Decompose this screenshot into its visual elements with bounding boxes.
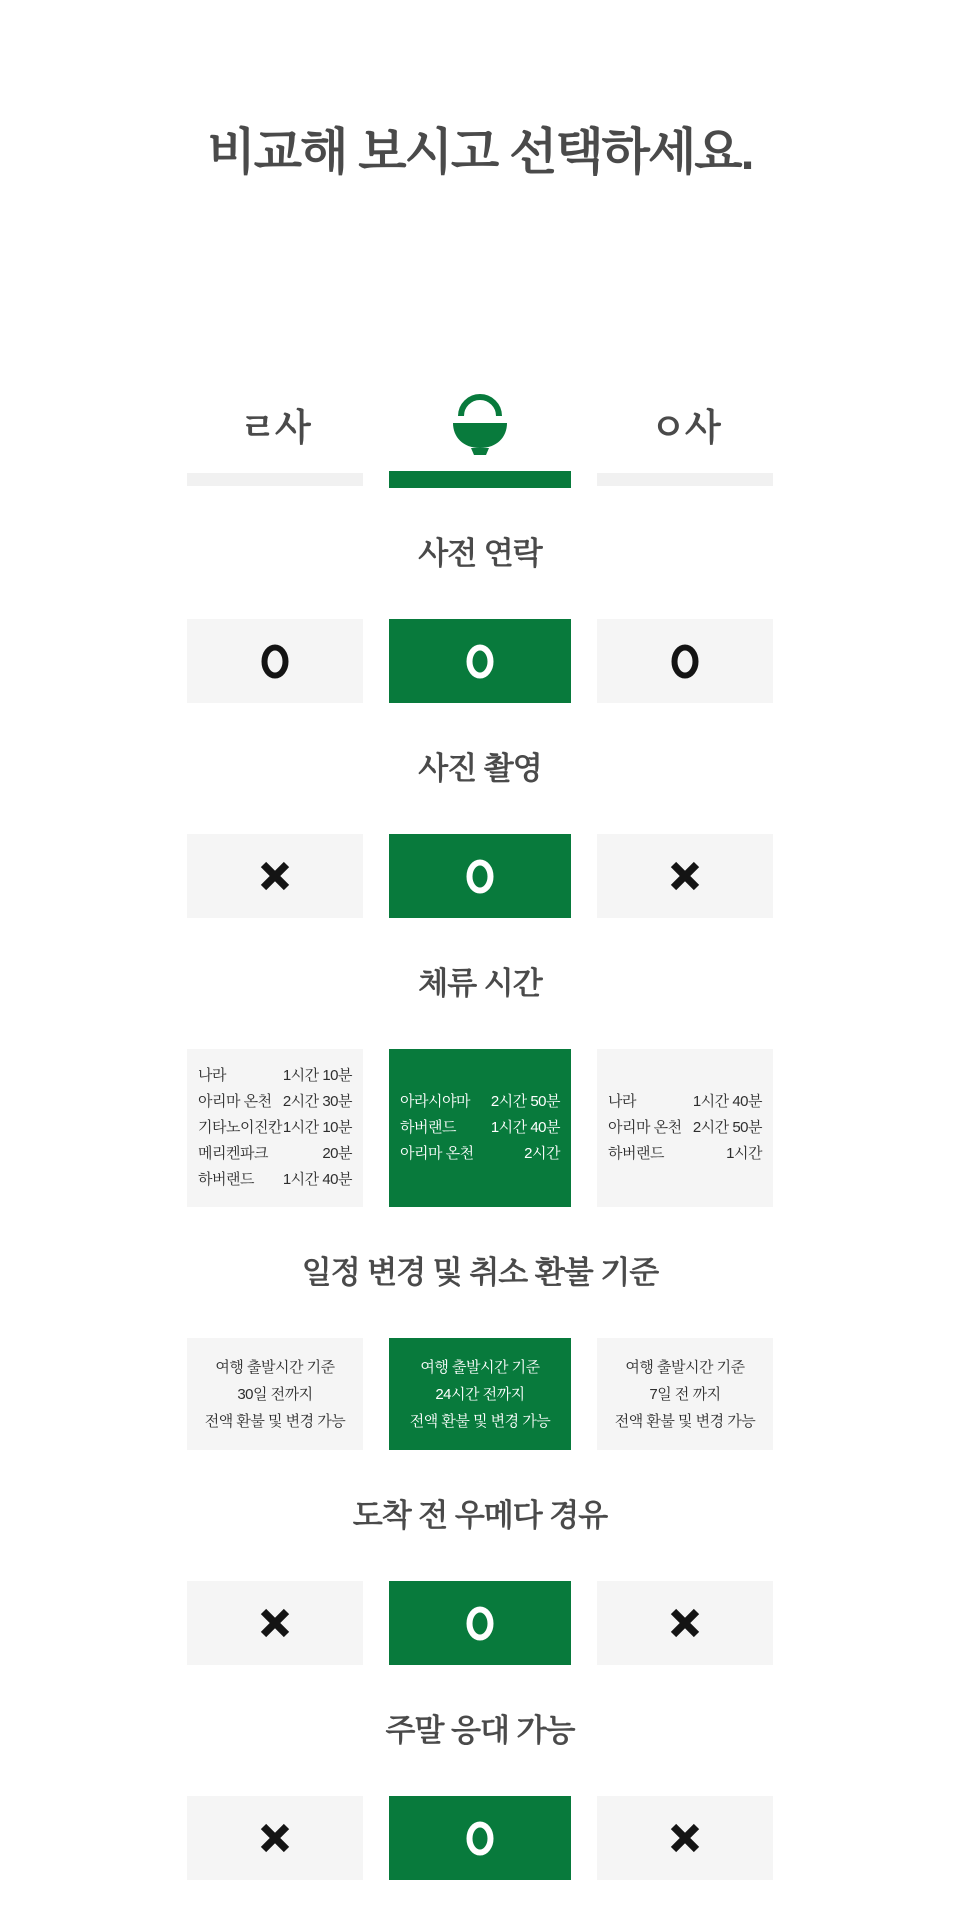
comparison-cell-competitor-l	[187, 1796, 363, 1880]
column-headers	[0, 381, 960, 467]
x-mark-icon	[669, 1822, 701, 1854]
policy-line: 여행 출발시간 기준	[420, 1358, 540, 1376]
stay-time-row	[400, 1115, 560, 1141]
comparison-cell-competitor-l	[187, 1049, 363, 1207]
section-cells-row	[0, 1581, 960, 1665]
column-header-competitor-o	[597, 381, 773, 467]
place-name: 기타노이진칸	[198, 1119, 282, 1136]
x-mark-icon	[259, 860, 291, 892]
x-mark-icon	[669, 860, 701, 892]
section-cells-row	[0, 619, 960, 703]
stay-duration: 2시간 30분	[282, 1093, 352, 1110]
policy-line: 전액 환불 및 변경 가능	[204, 1412, 346, 1430]
policy-line: 여행 출발시간 기준	[215, 1358, 335, 1376]
stay-time-row	[198, 1167, 352, 1193]
section-heading: 사진 촬영	[418, 751, 542, 786]
policy-line: 전액 환불 및 변경 가능	[614, 1412, 756, 1430]
place-name: 아리마 온천	[198, 1093, 272, 1110]
comparison-cell-competitor-l	[187, 619, 363, 703]
stay-time-row	[400, 1141, 560, 1167]
column-header-competitor-l	[187, 381, 363, 467]
section-cells-row	[0, 1796, 960, 1880]
policy-line: 여행 출발시간 기준	[625, 1358, 745, 1376]
comparison-cell-competitor-o	[597, 1796, 773, 1880]
section-refund-policy	[0, 1251, 960, 1450]
comparison-table	[0, 381, 960, 1880]
place-name: 아리마 온천	[400, 1145, 474, 1162]
section-cells-row	[0, 1049, 960, 1207]
section-photo-shoot	[0, 747, 960, 918]
section-heading: 주말 응대 가능	[385, 1713, 575, 1748]
stay-duration: 2시간 50분	[490, 1093, 560, 1110]
stay-duration: 1시간 10분	[282, 1119, 352, 1136]
comparison-cell-brand	[389, 1338, 571, 1450]
section-heading: 사전 연락	[418, 536, 542, 571]
brand-underline-bar	[389, 471, 571, 488]
place-name: 아라시야마	[400, 1093, 470, 1110]
column-underline-bar	[187, 473, 363, 486]
x-mark-icon	[259, 1822, 291, 1854]
stay-duration: 20분	[322, 1145, 352, 1162]
stay-duration: 2시간 50분	[692, 1119, 762, 1136]
place-name: 나라	[198, 1067, 226, 1084]
place-name: 하버랜드	[198, 1171, 254, 1188]
policy-line: 7일 전 까지	[649, 1385, 721, 1403]
section-umeda-stop	[0, 1494, 960, 1665]
stay-time-row	[198, 1115, 352, 1141]
comparison-cell-brand	[389, 1049, 571, 1207]
stay-time-row	[198, 1089, 352, 1115]
stay-duration: 1시간 40분	[490, 1119, 560, 1136]
x-mark-icon	[259, 1607, 291, 1639]
circle-mark-icon	[466, 1606, 494, 1641]
stay-time-row	[608, 1089, 762, 1115]
comparison-cell-competitor-l	[187, 1581, 363, 1665]
stay-duration: 1시간 10분	[282, 1067, 352, 1084]
comparison-cell-brand	[389, 1581, 571, 1665]
column-underline-bar	[597, 473, 773, 486]
place-name: 하버랜드	[608, 1145, 664, 1162]
comparison-cell-competitor-o	[597, 1049, 773, 1207]
comparison-cell-competitor-o	[597, 1338, 773, 1450]
column-header-brand	[389, 381, 571, 467]
policy-line: 30일 전까지	[237, 1385, 313, 1403]
stay-time-row	[608, 1141, 762, 1167]
column-underlines	[0, 471, 960, 488]
stay-time-row	[198, 1063, 352, 1089]
comparison-cell-competitor-o	[597, 1581, 773, 1665]
stay-duration: 1시간 40분	[282, 1171, 352, 1188]
comparison-cell-brand	[389, 834, 571, 918]
section-cells-row	[0, 1338, 960, 1450]
stay-duration: 1시간 40분	[692, 1093, 762, 1110]
place-name: 나라	[608, 1093, 636, 1110]
company-label: ㅇ사	[650, 407, 720, 448]
circle-mark-icon	[466, 1821, 494, 1856]
circle-mark-icon	[466, 644, 494, 679]
stay-duration: 1시간	[726, 1145, 762, 1162]
comparison-cell-competitor-l	[187, 834, 363, 918]
section-advance-contact	[0, 532, 960, 703]
comparison-cell-competitor-o	[597, 834, 773, 918]
circle-mark-icon	[671, 644, 699, 679]
section-cells-row	[0, 834, 960, 918]
stay-time-row	[608, 1115, 762, 1141]
place-name: 아리마 온천	[608, 1119, 682, 1136]
rice-bowl-logo-icon	[448, 386, 512, 462]
section-heading: 체류 시간	[418, 966, 542, 1001]
place-name: 하버랜드	[400, 1119, 456, 1136]
comparison-cell-competitor-o	[597, 619, 773, 703]
comparison-cell-brand	[389, 1796, 571, 1880]
policy-line: 24시간 전까지	[435, 1385, 525, 1403]
section-weekend-support	[0, 1709, 960, 1880]
company-label: ㄹ사	[240, 407, 310, 448]
page-title: 비교해 보시고 선택하세요.	[207, 124, 753, 180]
section-stay-time	[0, 962, 960, 1207]
stay-duration: 2시간	[524, 1145, 560, 1162]
comparison-cell-competitor-l	[187, 1338, 363, 1450]
stay-time-row	[198, 1141, 352, 1167]
circle-mark-icon	[261, 644, 289, 679]
comparison-cell-brand	[389, 619, 571, 703]
section-heading: 도착 전 우메다 경유	[352, 1498, 608, 1533]
place-name: 메리켄파크	[198, 1145, 268, 1162]
stay-time-row	[400, 1089, 560, 1115]
policy-line: 전액 환불 및 변경 가능	[409, 1412, 551, 1430]
section-heading: 일정 변경 및 취소 환불 기준	[301, 1255, 659, 1290]
comparison-sections	[0, 532, 960, 1880]
x-mark-icon	[669, 1607, 701, 1639]
circle-mark-icon	[466, 859, 494, 894]
